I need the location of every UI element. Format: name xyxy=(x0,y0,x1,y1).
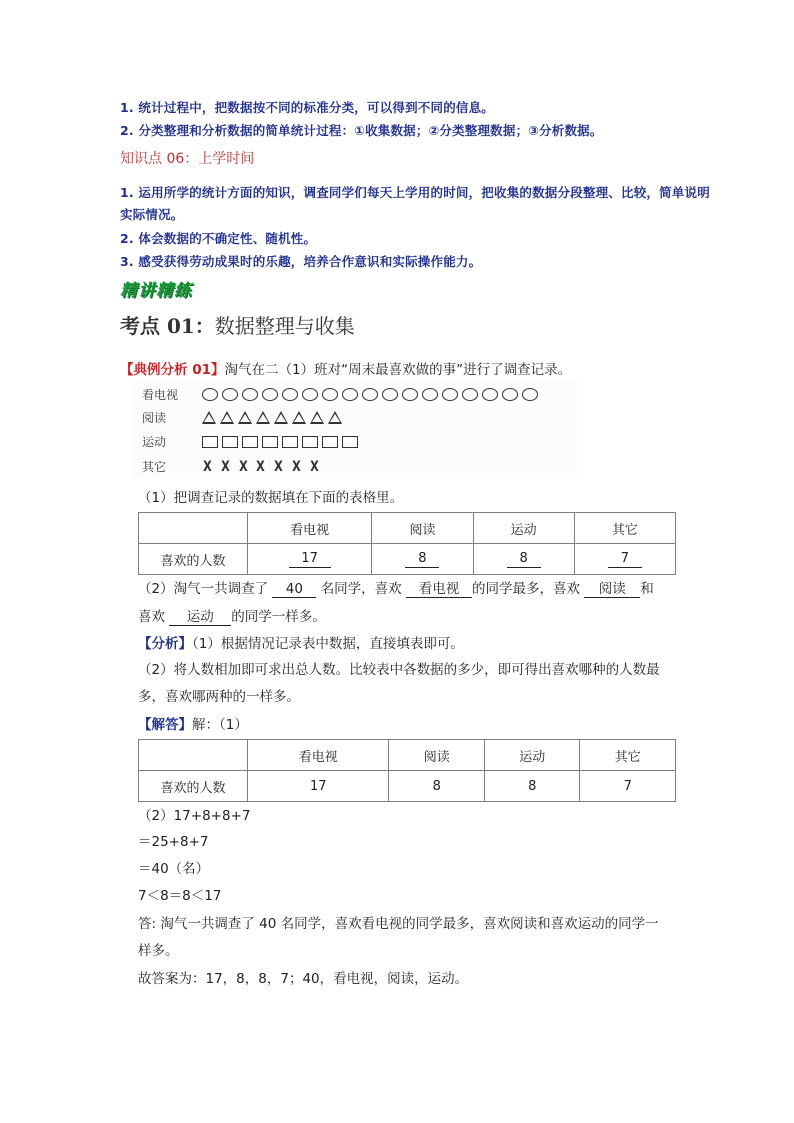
circle-mark xyxy=(342,388,358,401)
answer-blank: 阅读 xyxy=(584,581,640,598)
answer-blank: 运动 xyxy=(169,609,231,626)
circle-mark xyxy=(282,388,298,401)
table-header-cell: 看电视 xyxy=(248,740,389,771)
question-2-line-2 xyxy=(138,605,326,626)
calc-line-3: ＝40（名） xyxy=(138,861,210,877)
circle-mark xyxy=(502,388,518,401)
circle-mark xyxy=(322,388,338,401)
x-mark: X xyxy=(238,458,248,475)
circle-mark xyxy=(362,388,378,401)
circle-mark xyxy=(402,388,418,401)
answer-blank: 8 xyxy=(405,551,439,568)
table-row-label: 喜欢的人数 xyxy=(139,771,248,802)
x-mark: X xyxy=(292,458,301,475)
answer-table-row xyxy=(139,771,676,802)
table-header-cell: 看电视 xyxy=(248,513,372,544)
question-1: （1）把调查记录的数据填在下面的表格里。 xyxy=(138,490,404,506)
circle-mark xyxy=(202,388,218,401)
table-header-cell: 阅读 xyxy=(389,740,485,771)
table-cell: 17 xyxy=(248,771,389,802)
q2-text: 的同学一样多。 xyxy=(231,609,326,625)
square-mark xyxy=(322,436,338,448)
circle-mark xyxy=(522,388,538,401)
answer-table xyxy=(138,739,676,802)
fill-table-header xyxy=(139,513,676,544)
q2-text: 和 xyxy=(640,581,654,597)
circle-mark xyxy=(442,388,458,401)
answer-blank: 7 xyxy=(608,551,642,568)
table-cell xyxy=(248,544,372,575)
circle-mark xyxy=(302,388,318,401)
knowledge-point-3: 3. 感受获得劳动成果时的乐趣，培养合作意识和实际操作能力。 xyxy=(120,254,482,269)
circle-mark xyxy=(262,388,278,401)
answer-tag: 【解答】 xyxy=(138,717,192,733)
knowledge-point-1a: 1. 运用所学的统计方面的知识，调查同学们每天上学用的时间，把收集的数据分段整理、比较，简单说明 xyxy=(120,185,710,200)
answer-heading xyxy=(138,713,248,733)
square-mark xyxy=(342,436,358,448)
square-mark xyxy=(202,436,218,448)
kaodian-title: 数据整理与收集 xyxy=(214,314,355,338)
survey-marks-tv xyxy=(202,388,542,401)
table-header-cell: 阅读 xyxy=(372,513,473,544)
intro-point-2: 2. 分类整理和分析数据的简单统计过程：①收集数据；②分类整理数据；③分析数据。 xyxy=(120,123,603,138)
calc-line-4: 7＜8＝8＜17 xyxy=(138,888,222,904)
q2-text: 名同学，喜欢 xyxy=(320,581,402,597)
survey-marks-reading xyxy=(202,411,346,424)
x-mark: X xyxy=(274,458,283,475)
survey-marks-other xyxy=(202,459,327,475)
analysis-line-3: 多，喜欢哪两种的一样多。 xyxy=(138,689,300,705)
table-cell xyxy=(473,544,574,575)
triangle-mark xyxy=(292,411,306,424)
table-cell: 8 xyxy=(389,771,485,802)
triangle-mark xyxy=(220,411,234,424)
final-answer: 故答案为：17，8，8，7；40，看电视，阅读，运动。 xyxy=(138,971,469,987)
analysis-line-1 xyxy=(138,632,464,652)
fill-table-row xyxy=(139,544,676,575)
survey-row-tv xyxy=(142,386,542,403)
analysis-tag: 【分析】 xyxy=(138,636,192,652)
triangle-mark xyxy=(202,411,216,424)
survey-marks-sports xyxy=(202,436,362,448)
survey-record xyxy=(132,380,577,478)
knowledge-point-title: 知识点 06：上学时间 xyxy=(120,151,255,167)
knowledge-point-1b: 实际情况。 xyxy=(120,207,184,222)
square-mark xyxy=(302,436,318,448)
square-mark xyxy=(282,436,298,448)
kaodian-prefix: 考点 01： xyxy=(120,314,215,338)
q2-text: 喜欢 xyxy=(138,609,165,625)
table-header-cell xyxy=(139,740,248,771)
table-header-cell: 其它 xyxy=(580,740,676,771)
q2-text: 的同学最多，喜欢 xyxy=(471,581,580,597)
analysis-line-2: （2）将人数相加即可求出总人数。比较表中各数据的多少，即可得出喜欢哪种的人数最 xyxy=(138,662,660,678)
table-header-cell xyxy=(139,513,248,544)
circle-mark xyxy=(482,388,498,401)
intro-point-1: 1. 统计过程中，把数据按不同的标准分类，可以得到不同的信息。 xyxy=(120,100,494,115)
example-tag: 【典例分析 01】 xyxy=(120,362,225,378)
circle-mark xyxy=(222,388,238,401)
answer-blank: 40 xyxy=(272,581,316,598)
answer-blank: 看电视 xyxy=(406,581,472,598)
answer-blank: 8 xyxy=(507,551,541,568)
answer-blank: 17 xyxy=(289,551,331,568)
circle-mark xyxy=(422,388,438,401)
square-mark xyxy=(222,436,238,448)
table-cell: 8 xyxy=(484,771,580,802)
survey-label-tv: 看电视 xyxy=(142,388,179,402)
x-mark: X xyxy=(309,458,319,475)
example-question xyxy=(120,358,571,378)
jingjiang-title: 精讲精练 xyxy=(120,281,192,301)
triangle-mark xyxy=(238,411,252,424)
survey-row-sports xyxy=(142,433,362,450)
triangle-mark xyxy=(328,411,342,424)
kaodian-heading xyxy=(120,310,355,339)
survey-row-other xyxy=(142,458,327,475)
analysis-text: （1）根据情况记录表中数据，直接填表即可。 xyxy=(192,636,464,652)
circle-mark xyxy=(462,388,478,401)
survey-row-reading xyxy=(142,409,346,426)
example-text: 淘气在二（1）班对“周末最喜欢做的事”进行了调查记录。 xyxy=(224,362,572,378)
calc-line-1: （2）17+8+8+7 xyxy=(138,808,251,824)
triangle-mark xyxy=(274,411,288,424)
triangle-mark xyxy=(256,411,270,424)
conclusion-line-2: 样多。 xyxy=(138,943,179,959)
square-mark xyxy=(262,436,278,448)
question-2-line-1 xyxy=(138,577,654,598)
table-row-label: 喜欢的人数 xyxy=(139,544,248,575)
table-cell xyxy=(574,544,675,575)
table-header-cell: 运动 xyxy=(473,513,574,544)
fill-table xyxy=(138,512,676,575)
conclusion-line-1: 答: 淘气一共调查了 40 名同学，喜欢看电视的同学最多，喜欢阅读和喜欢运动的同学一 xyxy=(138,916,659,932)
table-header-cell: 运动 xyxy=(484,740,580,771)
survey-label-reading: 阅读 xyxy=(142,411,167,425)
q2-text: （2）淘气一共调查了 xyxy=(138,581,269,597)
circle-mark xyxy=(242,388,258,401)
circle-mark xyxy=(382,388,398,401)
knowledge-point-2: 2. 体会数据的不确定性、随机性。 xyxy=(120,231,317,246)
answer-table-header xyxy=(139,740,676,771)
survey-label-sports: 运动 xyxy=(142,435,167,449)
table-cell xyxy=(372,544,473,575)
square-mark xyxy=(242,436,258,448)
x-mark: X xyxy=(203,458,212,475)
table-header-cell: 其它 xyxy=(574,513,675,544)
table-cell: 7 xyxy=(580,771,676,802)
answer-text: 解：（1） xyxy=(192,717,248,733)
survey-label-other: 其它 xyxy=(142,460,167,474)
x-mark: X xyxy=(256,458,266,475)
calc-line-2: ＝25+8+7 xyxy=(138,834,209,850)
x-mark: X xyxy=(220,458,230,475)
triangle-mark xyxy=(310,411,324,424)
